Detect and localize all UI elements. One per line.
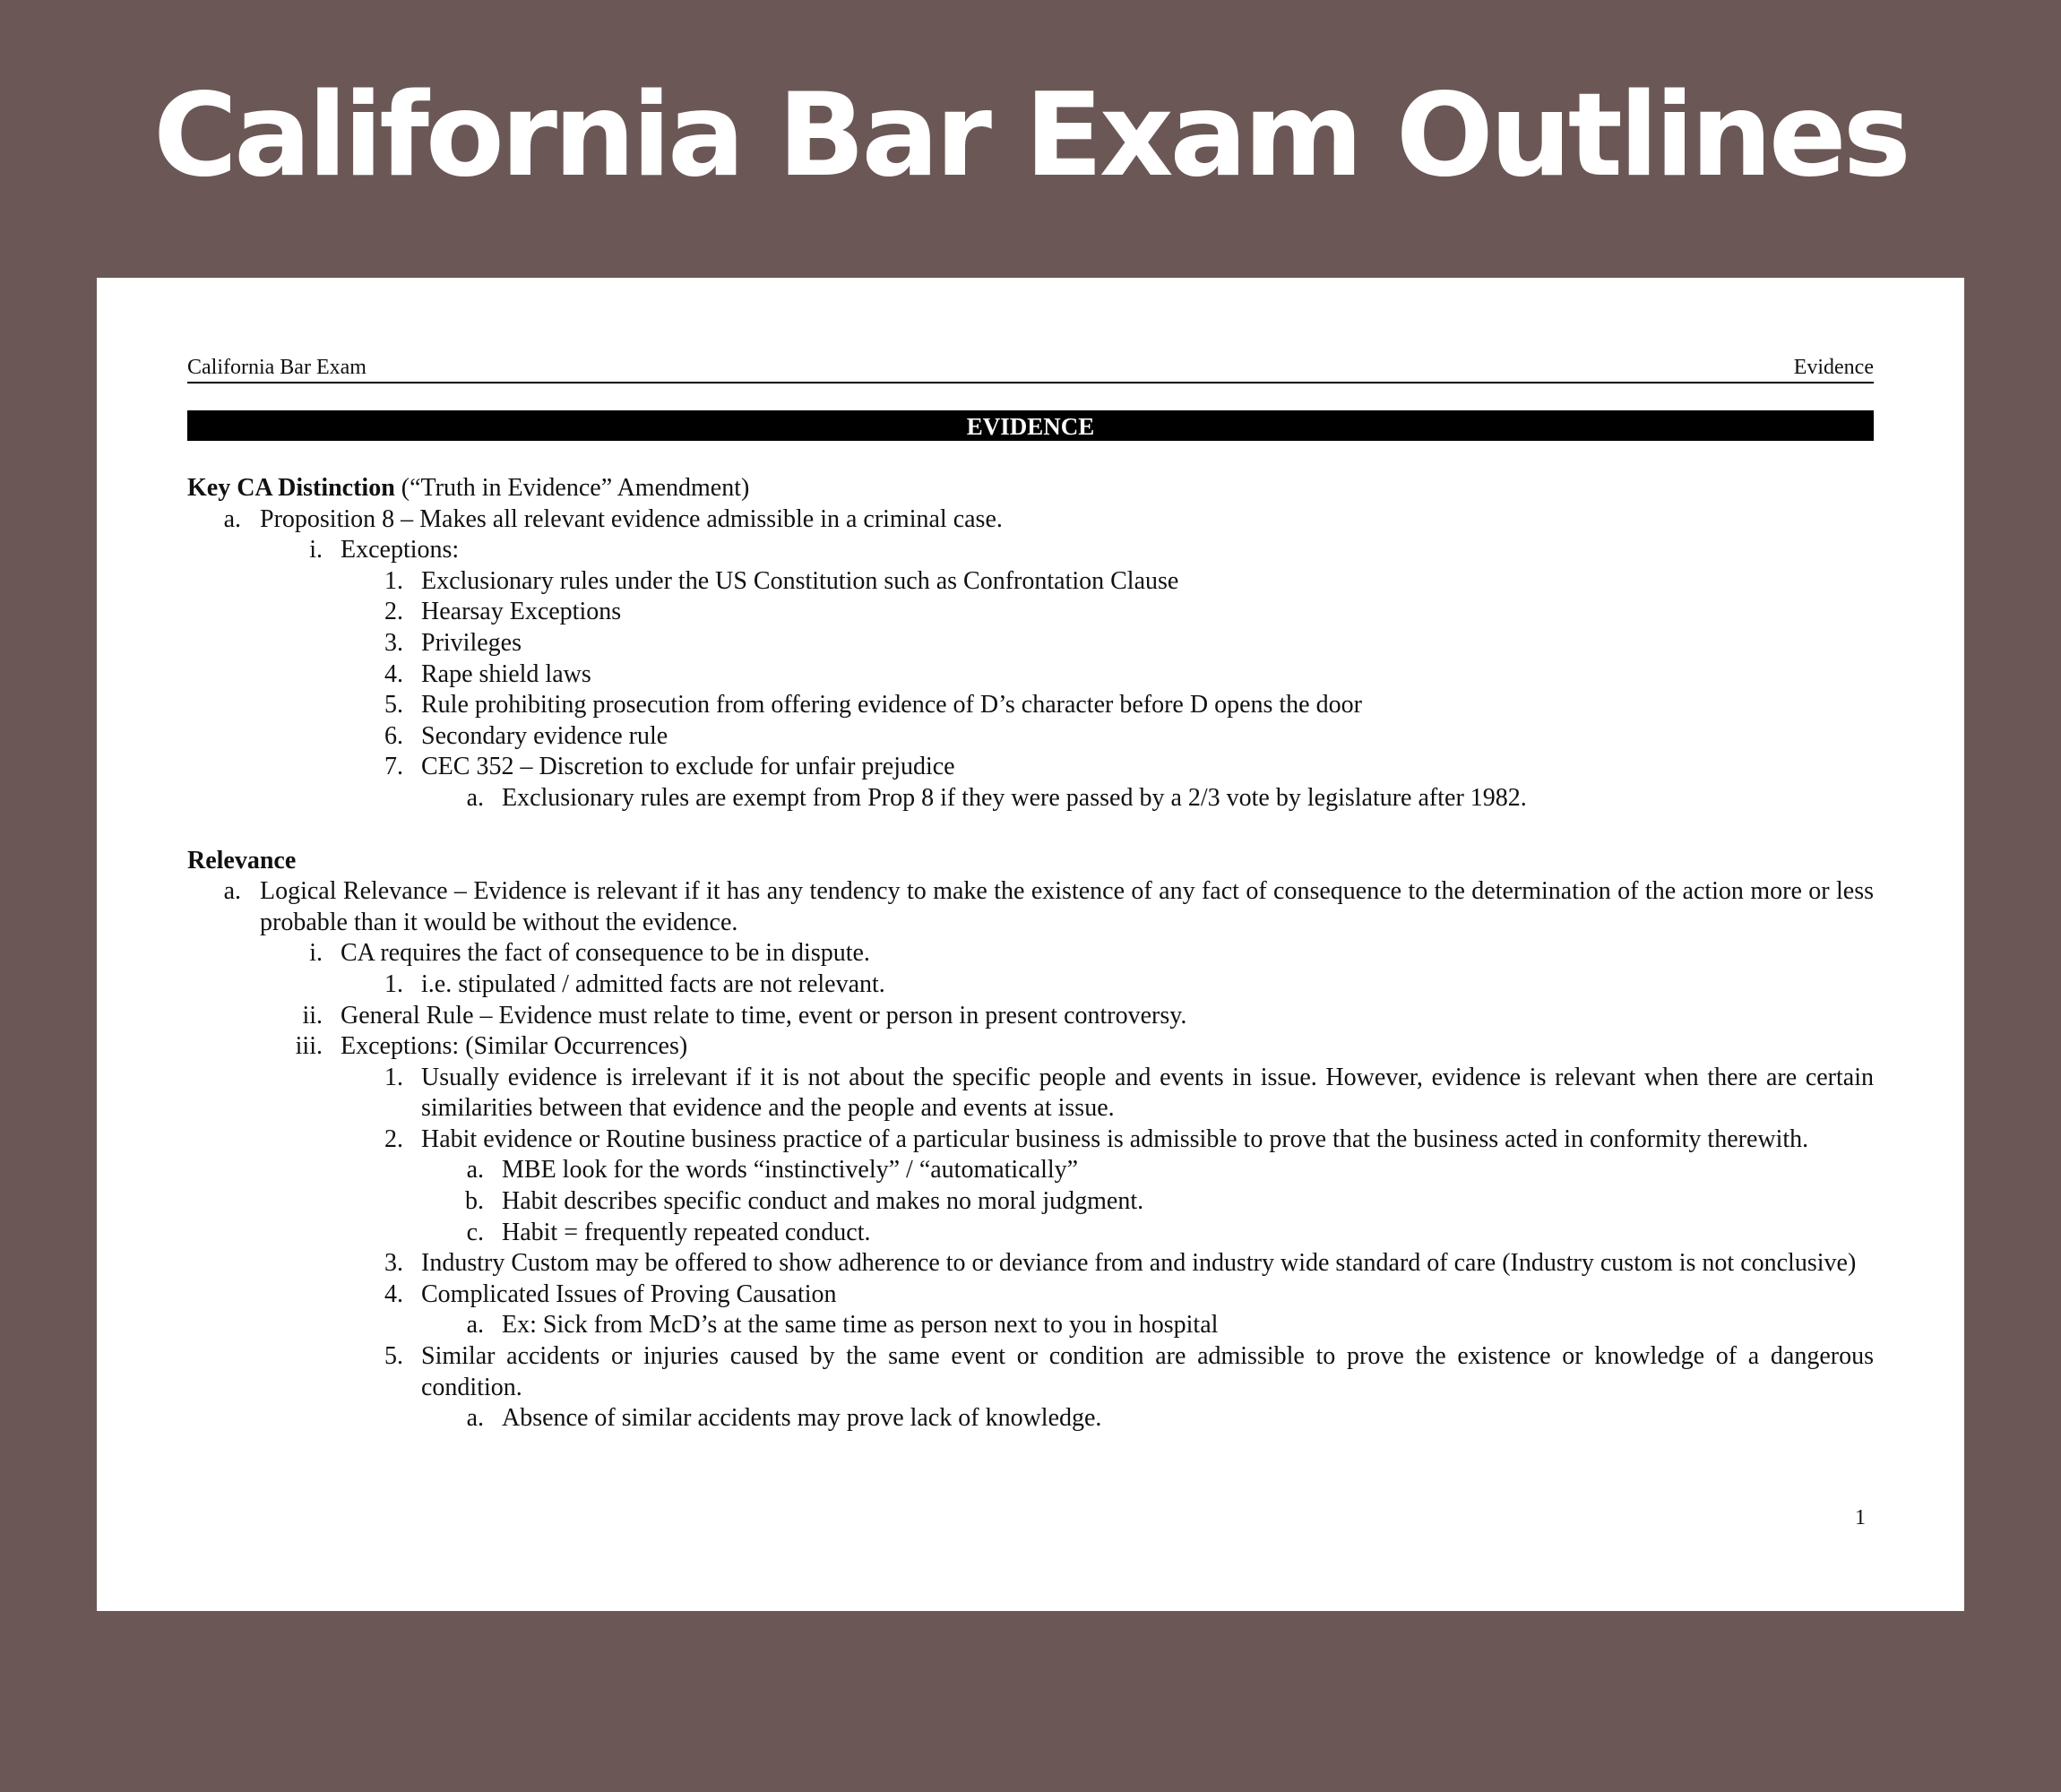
item-marker: c.: [466, 1218, 484, 1246]
item-marker: 3.: [384, 628, 403, 657]
outline-body: [187, 473, 1874, 1434]
item-marker: 2.: [384, 598, 403, 626]
list-item: [187, 566, 1874, 598]
item-marker: 2.: [384, 1124, 403, 1153]
item-text: Hearsay Exceptions: [421, 598, 622, 626]
item-marker: 4.: [384, 1279, 403, 1308]
item-marker: a.: [466, 783, 484, 812]
item-marker: 1.: [384, 1063, 403, 1091]
list-item: [187, 504, 1874, 536]
list-item: [187, 938, 1874, 969]
header-right-text: Evidence: [1793, 356, 1874, 379]
document-content: [187, 355, 1874, 1434]
item-marker: a.: [223, 877, 241, 906]
item-marker: 1.: [384, 969, 403, 998]
list-item: [187, 1248, 1874, 1279]
item-marker: 6.: [384, 721, 403, 750]
list-item: [187, 752, 1874, 783]
item-marker: a.: [466, 1404, 484, 1433]
item-marker: 4.: [384, 659, 403, 688]
list-item: [187, 876, 1874, 938]
list-item: [187, 535, 1874, 566]
item-text: CEC 352 – Discretion to exclude for unfair prejudice: [421, 753, 955, 781]
list-item: [187, 659, 1874, 691]
list-item: [187, 1186, 1874, 1218]
item-text: General Rule – Evidence must relate to time, event or person in present controversy.: [341, 1001, 1187, 1030]
list-item: [187, 690, 1874, 721]
item-text: Industry Custom may be offered to show adherence to or deviance from and industry wide standard of care (Industry custom is not conclusive): [421, 1249, 1857, 1278]
item-marker: 1.: [384, 566, 403, 595]
item-text: Habit describes specific conduct and makes no moral judgment.: [502, 1187, 1144, 1216]
item-text: Similar accidents or injuries caused by the same event or condition are admissible to prove the existence or knowledge of a dangerous condition.: [421, 1342, 1874, 1401]
banner-title: California Bar Exam Outlines: [153, 69, 1908, 202]
list-item: [187, 969, 1874, 1001]
list-item: [187, 1341, 1874, 1403]
list-item: [187, 783, 1874, 814]
list-item: [187, 628, 1874, 659]
item-marker: i.: [309, 536, 323, 564]
item-text: Exceptions: (Similar Occurrences): [341, 1032, 688, 1061]
item-marker: a.: [223, 504, 241, 533]
item-text: Complicated Issues of Proving Causation: [421, 1279, 837, 1308]
item-marker: i.: [309, 939, 323, 968]
list-item: [187, 1310, 1874, 1341]
item-text: Privileges: [421, 628, 522, 657]
item-text: MBE look for the words “instinctively” / “automatically”: [502, 1156, 1079, 1185]
item-marker: b.: [465, 1187, 484, 1216]
item-text: i.e. stipulated / admitted facts are not relevant.: [421, 969, 885, 998]
item-text: Absence of similar accidents may prove lack of knowledge.: [502, 1404, 1102, 1433]
item-marker: iii.: [295, 1032, 323, 1061]
item-marker: 5.: [384, 691, 403, 719]
list-item: [187, 1124, 1874, 1156]
section-heading-key-ca: [187, 473, 1874, 504]
list-item: [187, 1155, 1874, 1186]
item-text: Secondary evidence rule: [421, 721, 668, 750]
list-item: [187, 1218, 1874, 1249]
document-page: [97, 278, 1964, 1611]
item-text: Exceptions:: [341, 536, 460, 564]
section-spacer: [187, 814, 1874, 846]
item-text: Rule prohibiting prosecution from offering evidence of D’s character before D opens the door: [421, 691, 1362, 719]
list-item: [187, 1063, 1874, 1124]
item-text: Exclusionary rules are exempt from Prop 8 if they were passed by a 2/3 vote by legislature after 1982.: [502, 783, 1527, 812]
section-heading-rest: (“Truth in Evidence” Amendment): [394, 474, 750, 502]
item-text: Ex: Sick from McD’s at the same time as person next to you in hospital: [502, 1311, 1219, 1340]
list-item: [187, 597, 1874, 628]
item-marker: 7.: [384, 753, 403, 781]
section-heading-relevance: Relevance: [187, 846, 297, 874]
item-text: Habit = frequently repeated conduct.: [502, 1218, 871, 1246]
header-left-text: California Bar Exam: [187, 356, 366, 379]
list-item: [187, 1403, 1874, 1434]
document-title-bar: [187, 410, 1874, 441]
list-item: [187, 1279, 1874, 1311]
item-text: Usually evidence is irrelevant if it is not about the specific people and events in issue. However, evidence is relevant when there are certain similarities between that evidence and the people and events at issue.: [421, 1063, 1874, 1123]
page-number: 1: [1855, 1506, 1866, 1529]
list-item: [187, 1001, 1874, 1032]
item-text: Rape shield laws: [421, 659, 591, 688]
item-text: Proposition 8 – Makes all relevant evidence admissible in a criminal case.: [260, 504, 1003, 533]
item-marker: 5.: [384, 1342, 403, 1371]
item-marker: a.: [466, 1311, 484, 1340]
item-text: CA requires the fact of consequence to be in dispute.: [341, 939, 870, 968]
item-text: Habit evidence or Routine business practice of a particular business is admissible to prove that the business acted in conformity therewith.: [421, 1124, 1809, 1153]
list-item: [187, 721, 1874, 753]
item-text: Logical Relevance – Evidence is relevant if it has any tendency to make the existence of any fact of consequence to the determination of the action more or less probable than it would be without the evidence.: [260, 877, 1874, 936]
item-marker: 3.: [384, 1249, 403, 1278]
item-marker: ii.: [302, 1001, 323, 1030]
list-item: [187, 1031, 1874, 1063]
item-text: Exclusionary rules under the US Constitution such as Confrontation Clause: [421, 566, 1179, 595]
section-heading-bold: Key CA Distinction: [187, 474, 395, 502]
item-marker: a.: [466, 1156, 484, 1185]
running-header: [187, 355, 1874, 383]
document-title: EVIDENCE: [966, 413, 1095, 440]
